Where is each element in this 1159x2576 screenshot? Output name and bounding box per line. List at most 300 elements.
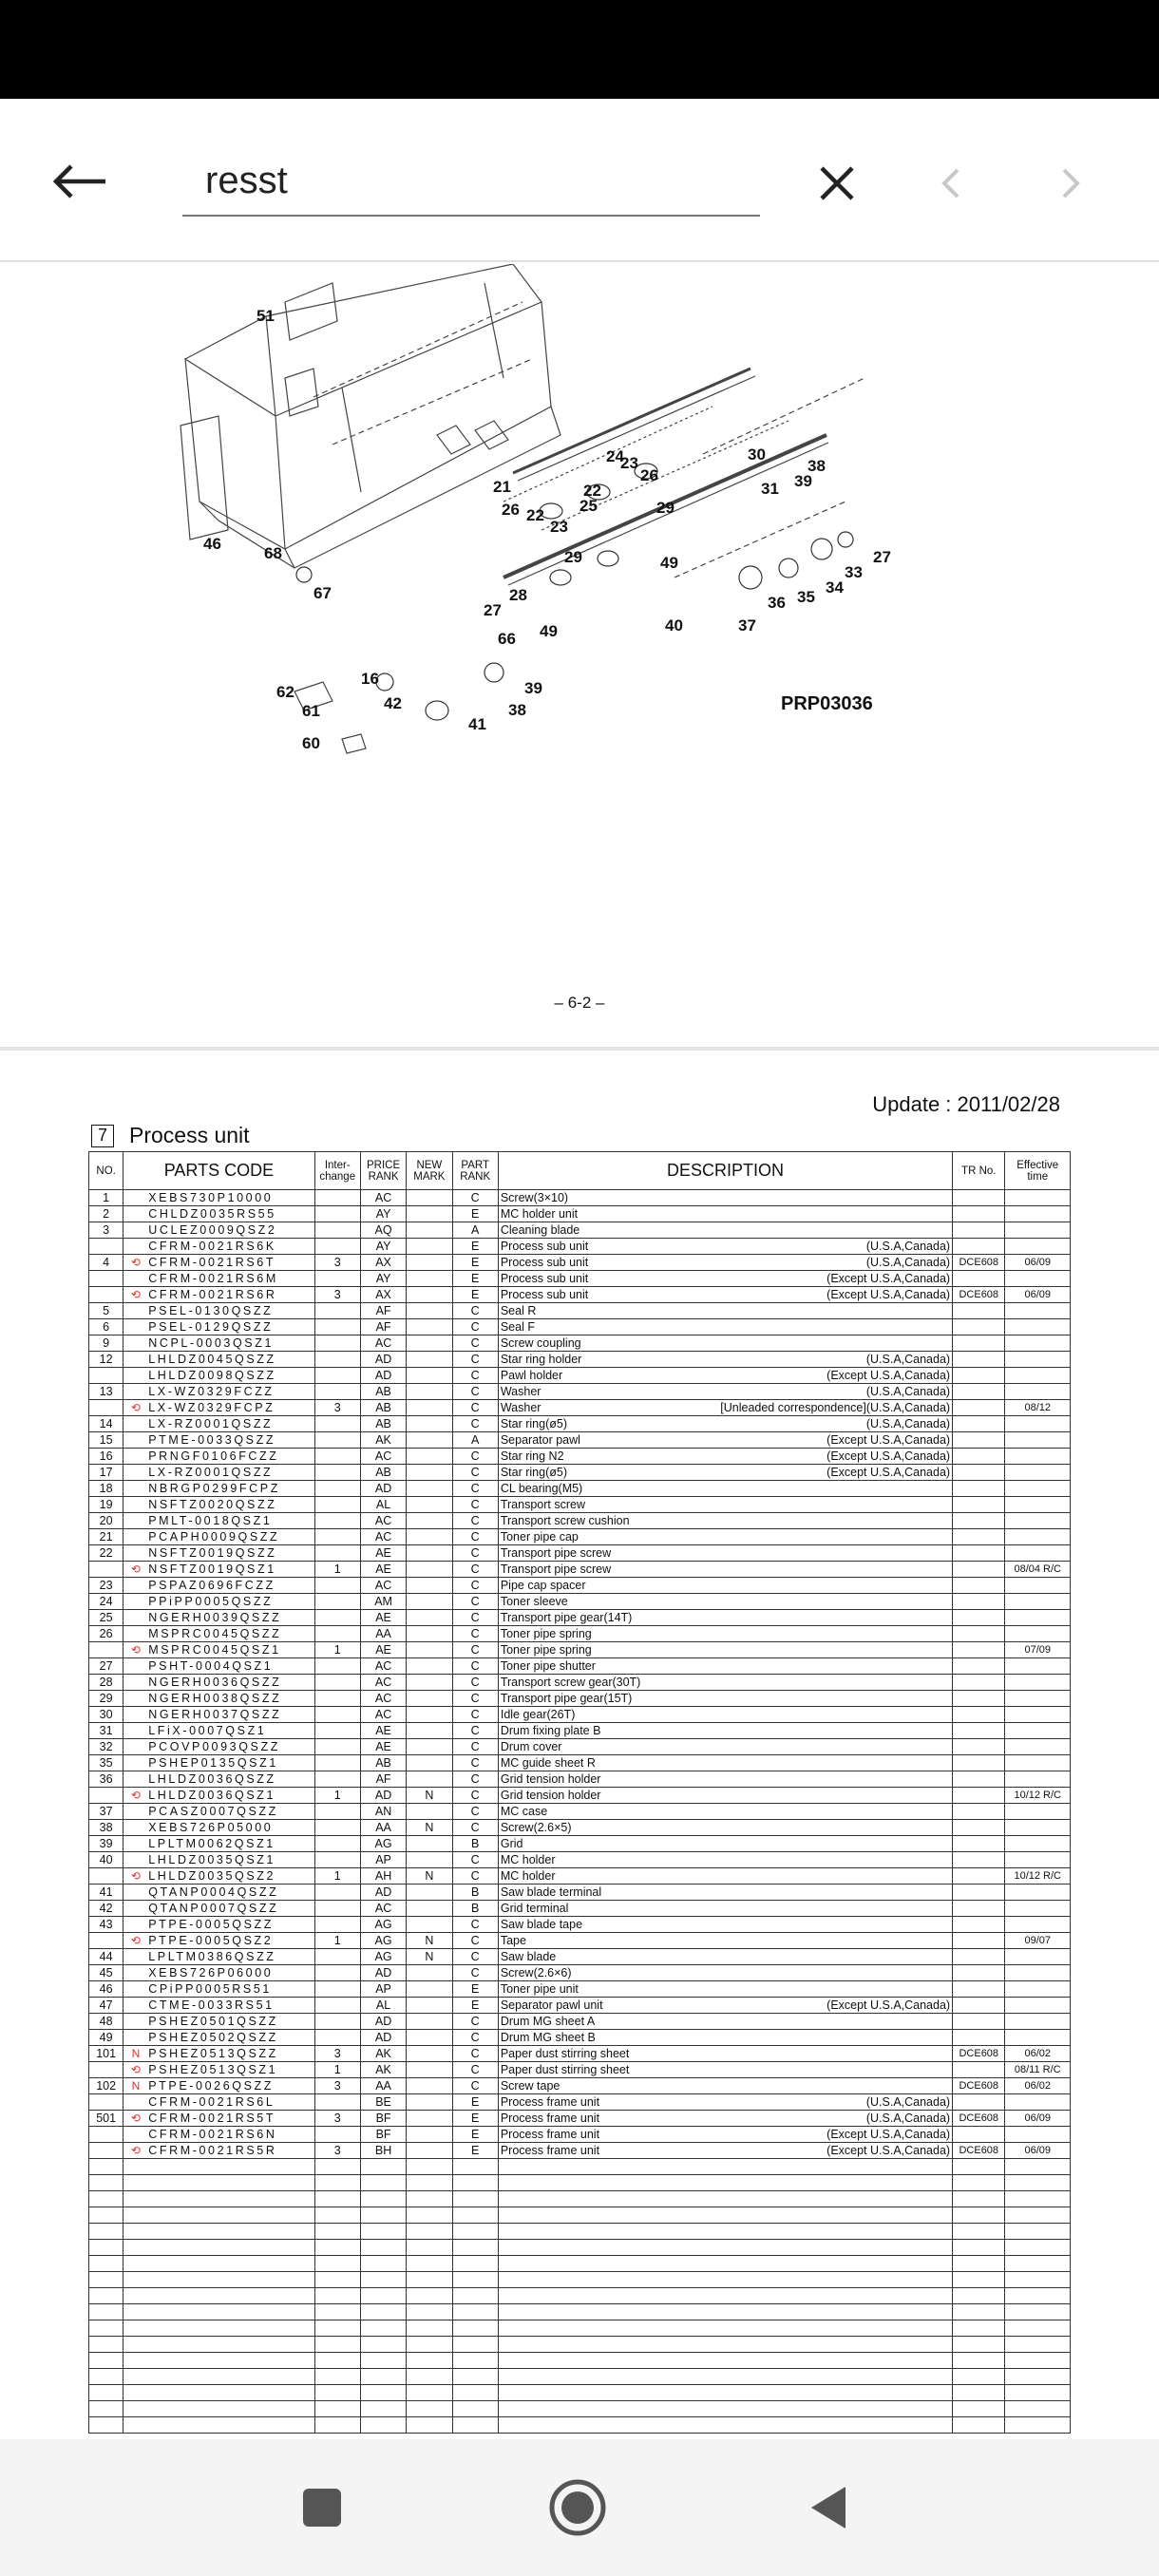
cell-part-rank: A [452,1432,498,1449]
cell-new-mark [407,1545,452,1562]
empty-cell [124,2272,314,2288]
cell-no [89,1933,124,1949]
description-wrap [501,1789,950,1803]
previous-result-button[interactable] [912,141,988,226]
cell-description [498,2143,952,2159]
cell-price-rank: AD [360,1368,406,1384]
description-text: Saw blade tape [500,1917,583,1931]
table-header-row [89,1152,1071,1190]
cell-no: 501 [89,2111,124,2127]
cell-interchange [314,2014,360,2030]
description-text: Star ring N2 [500,1449,564,1463]
cell-price-rank: AP [360,1852,406,1868]
parts-code-text: PMLT-0018QSZ1 [148,1513,273,1527]
svg-text:35: 35 [797,588,815,606]
description-wrap [501,2079,950,2093]
cell-interchange [314,1723,360,1739]
empty-table-row [89,2304,1071,2320]
svg-text:49: 49 [540,622,558,640]
cell-tr-no [953,1707,1005,1723]
cell-effective-time: 08/11 R/C [1005,2062,1071,2078]
cell-price-rank: AF [360,1303,406,1319]
description-wrap [501,1353,950,1367]
cell-price-rank: AD [360,1788,406,1804]
empty-cell [953,2159,1005,2175]
cell-parts-code [124,1529,314,1545]
svg-text:27: 27 [873,548,891,566]
description-text: Transport pipe gear(14T) [500,1610,633,1624]
cell-interchange [314,1545,360,1562]
svg-text:68: 68 [264,544,282,562]
empty-cell [314,2353,360,2369]
clear-search-button[interactable] [794,141,880,226]
parts-code-text: PCAPH0009QSZZ [148,1529,280,1544]
cell-description [498,1852,952,1868]
parts-code-text: UCLEZ0009QSZ2 [148,1222,277,1237]
cell-price-rank: AF [360,1319,406,1335]
cell-effective-time: 06/09 [1005,1255,1071,1271]
parts-code-text: LHLDZ0036QSZZ [148,1771,276,1786]
svg-text:23: 23 [550,518,568,536]
svg-text:42: 42 [384,694,402,712]
cell-no: 20 [89,1513,124,1529]
svg-text:37: 37 [738,616,756,635]
cell-tr-no [953,1271,1005,1287]
cell-new-mark [407,1562,452,1578]
parts-table-body [89,1190,1071,2434]
empty-cell [953,2224,1005,2240]
parts-code-text: QTANP0004QSZZ [148,1885,279,1899]
cell-tr-no [953,1868,1005,1885]
square-icon [301,2487,343,2529]
empty-table-row [89,2417,1071,2434]
empty-cell [407,2191,452,2207]
svg-text:67: 67 [314,584,332,602]
svg-text:38: 38 [808,457,826,475]
description-text: Seal F [500,1319,535,1334]
document-viewer[interactable] [0,264,1159,2439]
cell-interchange [314,1352,360,1368]
cell-price-rank: AB [360,1384,406,1400]
header-parts-code: PARTS CODE [124,1152,314,1190]
cell-parts-code [124,1562,314,1578]
empty-cell [124,2207,314,2224]
empty-cell [89,2191,124,2207]
cell-interchange [314,1416,360,1432]
recents-button[interactable] [288,2473,356,2542]
cell-part-rank: C [452,1868,498,1885]
cell-parts-code [124,1868,314,1885]
header-effective-time: Effective time [1005,1152,1071,1190]
cell-new-mark [407,1901,452,1917]
cell-tr-no [953,1416,1005,1432]
cell-interchange [314,1384,360,1400]
cell-no: 46 [89,1981,124,1998]
empty-cell [407,2288,452,2304]
description-text: MC holder [500,1852,556,1866]
empty-cell [124,2224,314,2240]
cell-parts-code [124,2094,314,2111]
description-wrap [501,1853,950,1867]
parts-code-text: PSHEP0135QSZ1 [148,1755,278,1770]
empty-cell [314,2401,360,2417]
table-row [89,1384,1071,1400]
cell-new-mark: N [407,1820,452,1836]
empty-cell [314,2159,360,2175]
empty-table-row [89,2369,1071,2385]
empty-cell [407,2256,452,2272]
cell-price-rank: AD [360,1885,406,1901]
empty-table-row [89,2385,1071,2401]
empty-cell [498,2320,952,2337]
cell-part-rank: C [452,1384,498,1400]
description-text: Process frame unit [500,2143,600,2157]
cell-parts-code [124,1917,314,1933]
description-wrap [501,2063,950,2077]
parts-code-text: PSHEZ0501QSZZ [148,2014,278,2028]
cell-effective-time [1005,1222,1071,1239]
table-row [89,1642,1071,1658]
cell-part-rank: C [452,2030,498,2046]
change-mark-icon: ⟲ [130,1868,143,1883]
cell-interchange [314,1917,360,1933]
table-row [89,1707,1071,1723]
description-wrap [501,1191,950,1205]
cell-price-rank: AC [360,1707,406,1723]
cell-tr-no: DCE608 [953,1287,1005,1303]
empty-table-row [89,2353,1071,2369]
cell-interchange [314,1691,360,1707]
page-divider [0,1047,1159,1051]
back-nav-button[interactable] [794,2473,863,2542]
cell-effective-time [1005,1352,1071,1368]
cell-price-rank: AC [360,1901,406,1917]
cell-price-rank: AF [360,1771,406,1788]
cell-no: 102 [89,2078,124,2094]
cell-description [498,1755,952,1771]
search-input[interactable]: resst [182,144,760,217]
empty-cell [314,2337,360,2353]
cell-part-rank: C [452,1949,498,1965]
description-wrap [501,1514,950,1528]
cell-parts-code [124,1771,314,1788]
cell-new-mark [407,1513,452,1529]
cell-part-rank: E [452,2143,498,2159]
cell-tr-no [953,1465,1005,1481]
cell-new-mark: N [407,1933,452,1949]
cell-new-mark: N [407,1788,452,1804]
change-mark-icon: ⟲ [130,1562,143,1576]
empty-cell [452,2224,498,2240]
header-description: DESCRIPTION [498,1152,952,1190]
cell-new-mark [407,1723,452,1739]
section-title-text: Process unit [129,1123,250,1147]
description-wrap [501,1627,950,1641]
table-row [89,1222,1071,1239]
table-row [89,1271,1071,1287]
description-wrap [501,1336,950,1351]
description-text: Toner pipe cap [500,1529,579,1544]
cell-effective-time [1005,1755,1071,1771]
cell-description [498,1335,952,1352]
empty-cell [953,2337,1005,2353]
cell-tr-no [953,1998,1005,2014]
empty-cell [498,2353,952,2369]
cell-interchange: 1 [314,1642,360,1658]
cell-price-rank: AE [360,1723,406,1739]
description-wrap [501,1579,950,1593]
cell-effective-time [1005,1901,1071,1917]
description-text: Process sub unit [500,1255,589,1269]
parts-code-text: LX-RZ0001QSZZ [148,1416,274,1430]
cell-effective-time [1005,1368,1071,1384]
empty-cell [124,2337,314,2353]
cell-description [498,2127,952,2143]
cell-parts-code [124,1513,314,1529]
cell-tr-no [953,1497,1005,1513]
empty-cell [360,2385,406,2401]
cell-description [498,1497,952,1513]
empty-cell [360,2272,406,2288]
arrow-left-icon [50,162,107,200]
cell-no: 30 [89,1707,124,1723]
empty-cell [452,2272,498,2288]
cell-effective-time [1005,1449,1071,1465]
cell-no: 19 [89,1497,124,1513]
cell-price-rank: AC [360,1658,406,1675]
description-wrap [501,1934,950,1948]
description-wrap [501,1417,950,1431]
empty-cell [89,2288,124,2304]
parts-code-text: CFRM-0021RS6L [148,2094,276,2109]
description-text: Washer [500,1384,542,1398]
empty-cell [89,2207,124,2224]
svg-text:62: 62 [276,683,294,701]
description-wrap [501,1320,950,1335]
description-note: (Except U.S.A,Canada) [826,1368,951,1382]
cell-description [498,1771,952,1788]
description-wrap [501,1885,950,1900]
table-row [89,1771,1071,1788]
back-button[interactable] [38,141,120,222]
table-row [89,2127,1071,2143]
table-row [89,1965,1071,1981]
cell-interchange [314,1804,360,1820]
cell-description [498,1804,952,1820]
update-date: Update : 2011/02/28 [872,1092,1060,1116]
empty-cell [498,2191,952,2207]
empty-table-row [89,2401,1071,2417]
cell-description [498,1675,952,1691]
parts-code-text: CTME-0033RS51 [148,1998,275,2012]
description-wrap [501,1304,950,1318]
cell-price-rank: AL [360,1998,406,2014]
description-text: Transport screw [500,1497,585,1511]
description-text: Process sub unit [500,1239,589,1253]
cell-no: 31 [89,1723,124,1739]
cell-part-rank: C [452,1400,498,1416]
parts-code-text: NGERH0036QSZZ [148,1675,282,1689]
cell-part-rank: E [452,1998,498,2014]
cell-parts-code [124,1578,314,1594]
cell-no [89,2143,124,2159]
table-row [89,1545,1071,1562]
cell-new-mark [407,1255,452,1271]
empty-cell [360,2224,406,2240]
cell-tr-no [953,1658,1005,1675]
cell-price-rank: AX [360,1287,406,1303]
description-wrap [501,1498,950,1512]
cell-no: 42 [89,1901,124,1917]
description-text: Drum cover [500,1739,562,1753]
empty-cell [1005,2240,1071,2256]
empty-cell [360,2337,406,2353]
cell-description [498,1658,952,1675]
cell-effective-time [1005,1529,1071,1545]
description-text: Screw(3×10) [500,1190,569,1204]
cell-no: 41 [89,1885,124,1901]
cell-new-mark [407,1529,452,1545]
parts-code-text: PPiPP0005QSZZ [148,1594,274,1608]
cell-parts-code [124,1287,314,1303]
description-wrap [501,1982,950,1997]
empty-cell [953,2385,1005,2401]
cell-part-rank: C [452,1788,498,1804]
cell-parts-code [124,1820,314,1836]
cell-part-rank: C [452,2062,498,2078]
cell-part-rank: B [452,1885,498,1901]
description-text: Pawl holder [500,1368,563,1382]
cell-part-rank: C [452,1642,498,1658]
cell-no [89,1239,124,1255]
cell-effective-time [1005,1852,1071,1868]
cell-price-rank: AX [360,1255,406,1271]
description-note: (Except U.S.A,Canada) [826,1287,951,1301]
description-wrap [501,1433,950,1448]
description-wrap [501,1563,950,1577]
table-row [89,1352,1071,1368]
system-navigation-bar [0,2439,1159,2576]
cell-interchange [314,1771,360,1788]
cell-tr-no [953,2014,1005,2030]
cell-effective-time: 07/09 [1005,1642,1071,1658]
cell-description [498,1562,952,1578]
parts-code-text: MSPRC0045QSZZ [148,1626,282,1640]
cell-effective-time: 08/12 [1005,1400,1071,1416]
cell-new-mark [407,1804,452,1820]
description-text: Screw(2.6×6) [500,1965,572,1979]
empty-cell [407,2385,452,2401]
cell-effective-time [1005,1319,1071,1335]
next-result-button[interactable] [1034,141,1110,226]
cell-no: 14 [89,1416,124,1432]
parts-code-text: PSPAZ0696FCZZ [148,1578,276,1592]
empty-cell [953,2353,1005,2369]
diagram-reference: PRP03036 [781,693,873,714]
exploded-parts-diagram [142,264,902,758]
cell-description [498,2078,952,2094]
cell-no: 39 [89,1836,124,1852]
cell-parts-code [124,1352,314,1368]
cell-description [498,1239,952,1255]
home-button[interactable] [543,2473,612,2542]
svg-text:60: 60 [302,734,320,752]
cell-description [498,1836,952,1852]
header-part-rank: PART RANK [452,1152,498,1190]
cell-effective-time [1005,1998,1071,2014]
empty-cell [124,2256,314,2272]
empty-cell [953,2401,1005,2417]
description-text: Drum MG sheet B [500,2030,596,2044]
description-wrap [501,2144,950,2158]
cell-tr-no [953,1545,1005,1562]
section-title [91,1123,250,1148]
description-text: Star ring holder [500,1352,582,1366]
description-wrap [501,1611,950,1625]
cell-new-mark [407,2046,452,2062]
cell-parts-code [124,1335,314,1352]
empty-cell [407,2304,452,2320]
empty-cell [89,2369,124,2385]
cell-parts-code [124,1416,314,1432]
cell-parts-code [124,1400,314,1416]
cell-description [498,1271,952,1287]
cell-no [89,2127,124,2143]
cell-effective-time [1005,1675,1071,1691]
cell-no: 36 [89,1771,124,1788]
description-text: Grid tension holder [500,1771,601,1786]
cell-no: 3 [89,1222,124,1239]
cell-description [498,1965,952,1981]
header-tr-no: TR No. [953,1152,1005,1190]
table-row [89,1917,1071,1933]
parts-code-text: CPiPP0005RS51 [148,1981,272,1996]
cell-interchange [314,1949,360,1965]
cell-tr-no [953,1481,1005,1497]
cell-description [498,1481,952,1497]
cell-description [498,1222,952,1239]
close-icon [818,164,856,202]
description-wrap [501,1595,950,1609]
cell-tr-no [953,1933,1005,1949]
cell-new-mark [407,1303,452,1319]
cell-effective-time [1005,1432,1071,1449]
cell-tr-no [953,1513,1005,1529]
cell-interchange [314,1513,360,1529]
description-wrap [501,1466,950,1480]
table-row [89,1949,1071,1965]
empty-cell [314,2175,360,2191]
table-row [89,1287,1071,1303]
empty-cell [452,2320,498,2337]
parts-code-text: NGERH0037QSZZ [148,1707,282,1721]
cell-interchange [314,1578,360,1594]
cell-effective-time: 09/07 [1005,1933,1071,1949]
description-wrap [501,1223,950,1238]
parts-code-text: PSHEZ0513QSZ1 [148,2062,278,2076]
cell-effective-time [1005,1239,1071,1255]
empty-cell [452,2175,498,2191]
find-toolbar [0,99,1159,262]
cell-tr-no [953,1852,1005,1868]
cell-effective-time [1005,1626,1071,1642]
cell-interchange [314,1836,360,1852]
cell-tr-no [953,1449,1005,1465]
cell-tr-no [953,1368,1005,1384]
svg-text:26: 26 [640,466,658,484]
table-row [89,1319,1071,1335]
cell-part-rank: C [452,1658,498,1675]
